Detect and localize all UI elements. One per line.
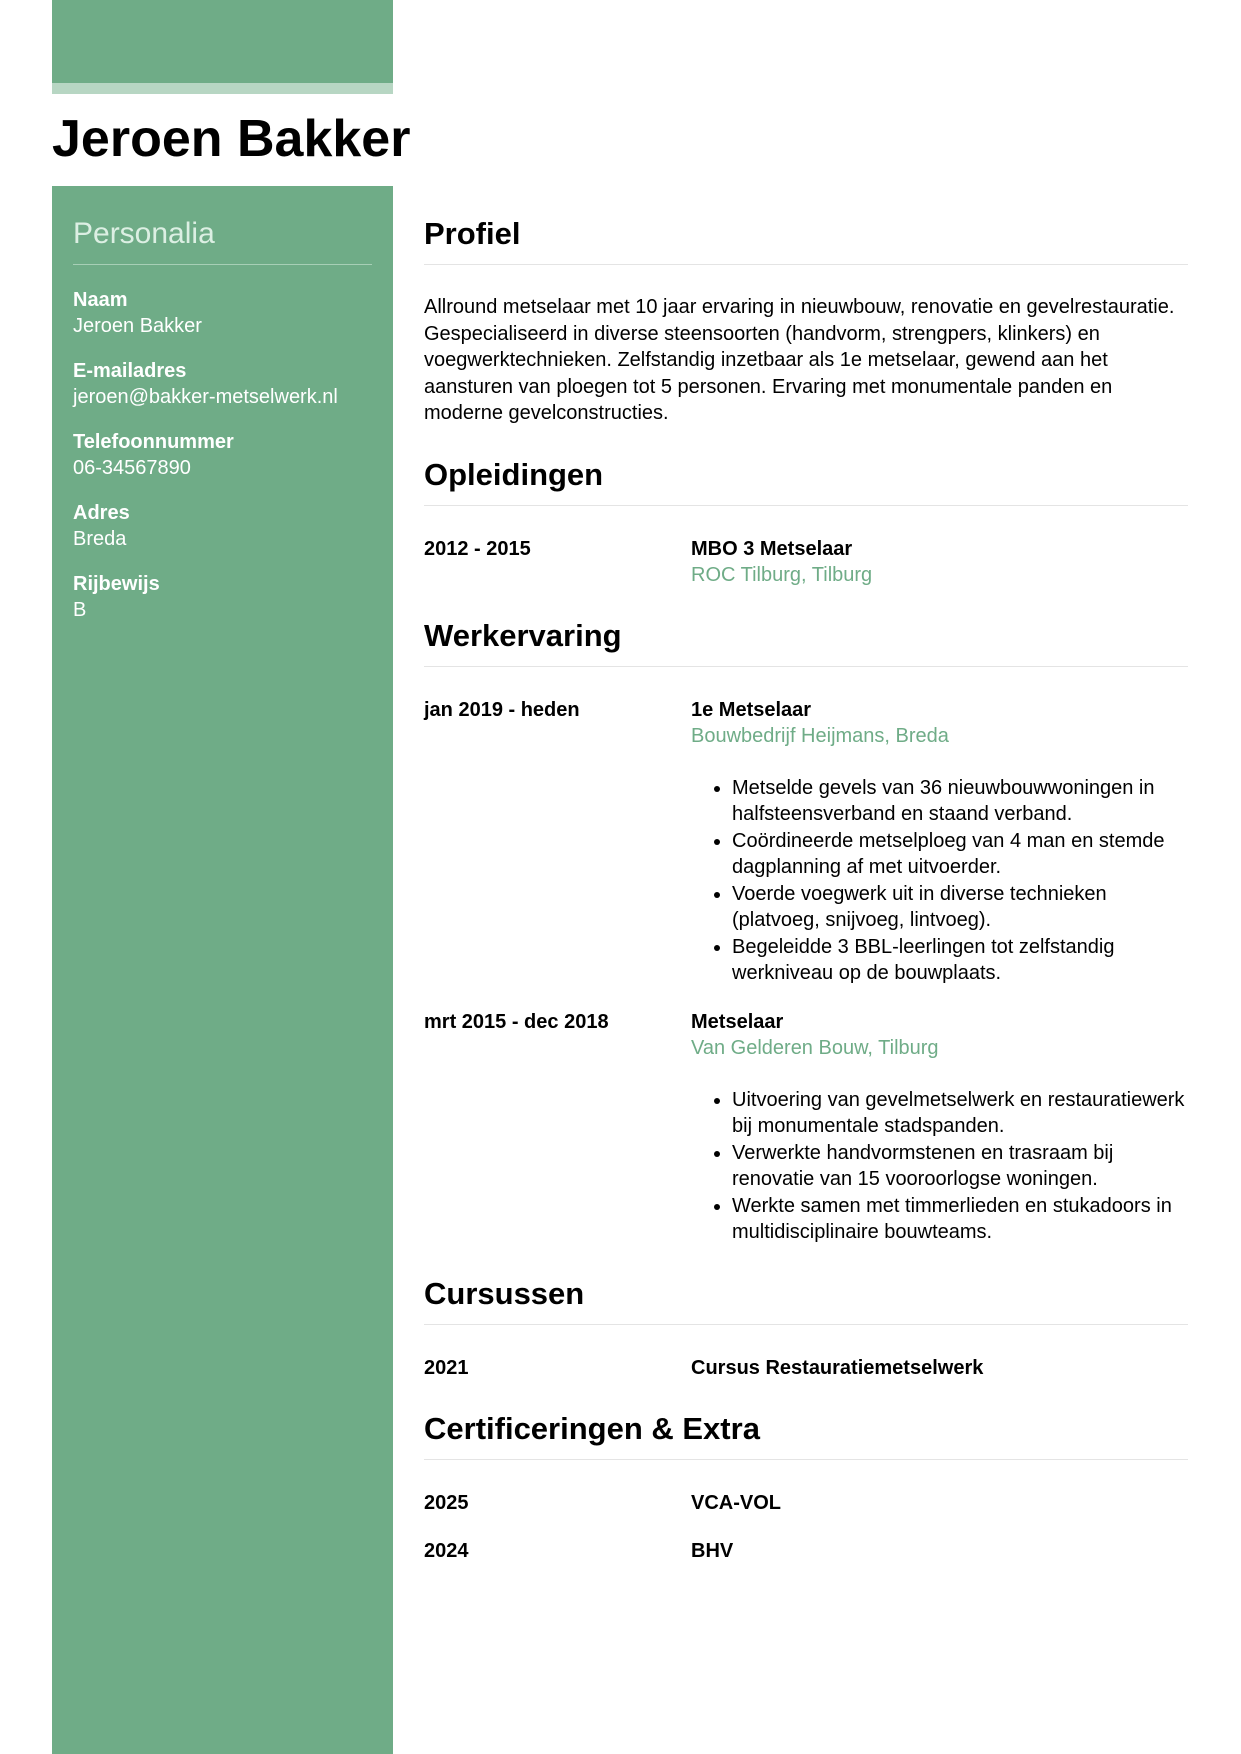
field-value: B [73,599,87,621]
task-list [691,1087,1188,1246]
entry-institution: ROC Tilburg, Tilburg [691,563,873,586]
entry-employer: Bouwbedrijf Heijmans, Breda [691,724,949,747]
entry-date: 2012 - 2015 [424,537,531,560]
field-value: jeroen@bakker-metselwerk.nl [73,386,338,408]
entry-title: Cursus Restauratiemetselwerk [691,1356,984,1379]
task-item: • Begeleidde 3 BBL-leerlingen tot zelfstandig werkniveau op de bouwplaats. [732,934,1188,987]
field-label: Telefoonnummer [73,431,234,453]
section-profiel [424,186,1188,427]
task-list [691,775,1188,987]
field-label: E-mailadres [73,360,187,382]
field-label: Rijbewijs [73,573,160,595]
personal-field-email [73,358,372,410]
field-value: 06-34567890 [73,457,191,479]
section-heading: Werkervaring [424,588,1188,667]
field-value: Breda [73,528,127,550]
task-item: • Verwerkte handvormstenen en trasraam bij renovatie van 15 vooroorlogse woningen. [732,1140,1188,1193]
field-label: Adres [73,502,130,524]
task-item: • Werkte samen met timmerlieden en stukadoors in multidisciplinaire bouwteams. [732,1193,1188,1246]
field-value: Jeroen Bakker [73,315,202,337]
work-entry [424,697,1188,987]
entry-date: jan 2019 - heden [424,698,580,721]
section-heading: Opleidingen [424,427,1188,506]
personalia-heading: Personalia [73,216,372,265]
task-item: • Voerde voegwerk uit in diverse technieken (platvoeg, snijvoeg, lintvoeg). [732,881,1188,934]
entry-employer: Van Gelderen Bouw, Tilburg [691,1036,939,1059]
section-cursussen [424,1246,1188,1381]
candidate-name: Jeroen Bakker [52,110,411,168]
header-accent-strip [52,83,393,94]
entry-title: 1e Metselaar [691,698,812,721]
entry-title: MBO 3 Metselaar [691,537,853,560]
section-heading: Certificeringen & Extra [424,1381,1188,1460]
header-accent-block [52,0,393,83]
entry-date: 2025 [424,1491,469,1514]
main-content [424,186,1188,1564]
section-heading: Cursussen [424,1246,1188,1325]
section-werkervaring [424,588,1188,1246]
work-entry [424,1009,1188,1246]
entry-title: VCA-VOL [691,1491,781,1514]
personal-field-address [73,500,372,552]
field-label: Naam [73,289,128,311]
entry-date: 2021 [424,1356,469,1379]
education-entry [424,536,1188,588]
personal-field-phone [73,429,372,481]
entry-date: 2024 [424,1539,469,1562]
certificate-entry [424,1538,1188,1564]
course-entry [424,1355,1188,1381]
section-heading: Profiel [424,186,1188,265]
personal-field-license [73,571,372,623]
task-item: • Metselde gevels van 36 nieuwbouwwoningen in halfsteensverband en staand verband. [732,775,1188,828]
personal-field-name [73,287,372,339]
certificate-entry [424,1490,1188,1516]
sidebar [52,186,393,1754]
section-certificeringen [424,1381,1188,1564]
entry-title: BHV [691,1539,734,1562]
section-opleidingen [424,427,1188,588]
entry-date: mrt 2015 - dec 2018 [424,1010,609,1033]
task-item: • Coördineerde metselploeg van 4 man en stemde dagplanning af met uitvoerder. [732,828,1188,881]
profile-text: Allround metselaar met 10 jaar ervaring in nieuwbouw, renovatie en gevelrestauratie. Gespecialiseerd in diverse steensoorten (handvorm, strengpers, klinkers) en voegwerktechnieken. Zelfstandig inzetbaar als 1e metselaar, gewend aan het aansturen van ploegen tot 5 personen. Ervaring met monumentale panden en moderne gevelconstructies. [424,296,1175,424]
entry-title: Metselaar [691,1010,784,1033]
task-item: • Uitvoering van gevelmetselwerk en restauratiewerk bij monumentale stadspanden. [732,1087,1188,1140]
